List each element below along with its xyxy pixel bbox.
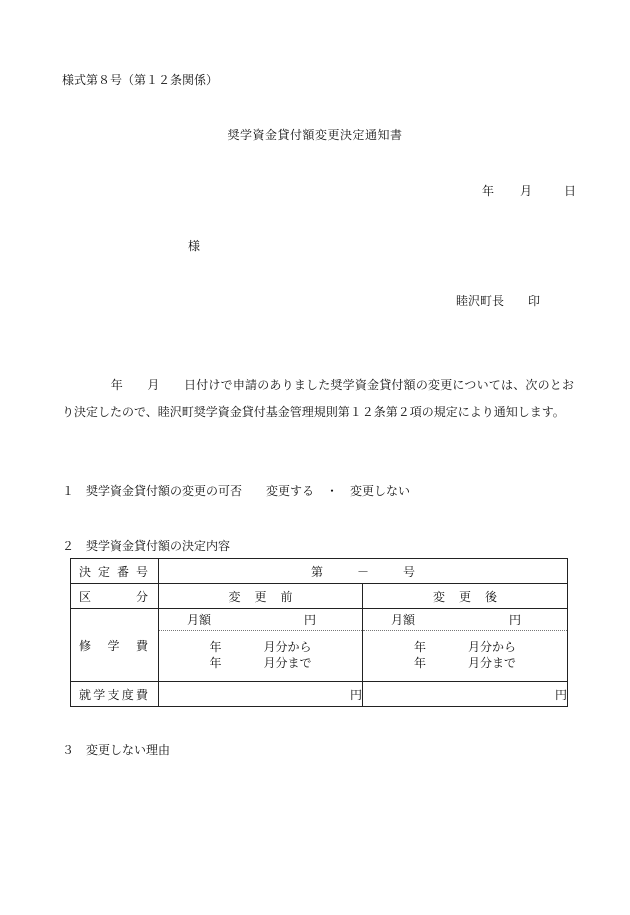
decision-table bbox=[70, 558, 568, 707]
date-line bbox=[482, 182, 576, 199]
row-study-cost bbox=[71, 609, 568, 682]
support-cost-before: 円 bbox=[159, 682, 363, 707]
item-2: ２ 奨学資金貸付額の決定内容 bbox=[62, 539, 231, 553]
after-change-header: 変 更 後 bbox=[363, 584, 568, 609]
row-support-cost bbox=[71, 682, 568, 707]
study-cost-before: 月額 円 年 月分から 年 月分まで bbox=[159, 609, 363, 682]
support-cost-after: 円 bbox=[363, 682, 568, 707]
category-label: 区 分 bbox=[71, 584, 159, 609]
row-decision-number bbox=[71, 559, 568, 584]
study-cost-label: 修 学 費 bbox=[71, 609, 159, 682]
item-3: ３ 変更しない理由 bbox=[62, 743, 171, 757]
body-paragraph: 年 月 日付けで申請のありました奨学資金貸付額の変更については、次のとおり決定したので、睦沢町奨学資金貸付基金管理規則第１２条第２項の規定により通知します。 bbox=[62, 378, 574, 419]
date-day: 日 bbox=[564, 184, 577, 198]
document-title: 奨学資金貸付額変更決定通知書 bbox=[227, 128, 403, 142]
form-number: 様式第８号（第１２条関係） bbox=[62, 73, 219, 87]
decision-number-label: 決 定 番 号 bbox=[71, 559, 159, 584]
date-month: 月 bbox=[520, 184, 533, 198]
study-cost-after: 月額 円 年 月分から 年 月分まで bbox=[363, 609, 568, 682]
item-1: １ 奨学資金貸付額の変更の可否 変更する ・ 変更しない bbox=[62, 484, 411, 498]
decision-number-value: 第 － 号 bbox=[159, 559, 568, 584]
addressee: 様 bbox=[188, 239, 201, 253]
row-category bbox=[71, 584, 568, 609]
issuer: 睦沢町長 印 bbox=[456, 294, 541, 308]
support-cost-label: 就 学 支 度 費 bbox=[71, 682, 159, 707]
before-change-header: 変 更 前 bbox=[159, 584, 363, 609]
date-year: 年 bbox=[482, 184, 495, 198]
